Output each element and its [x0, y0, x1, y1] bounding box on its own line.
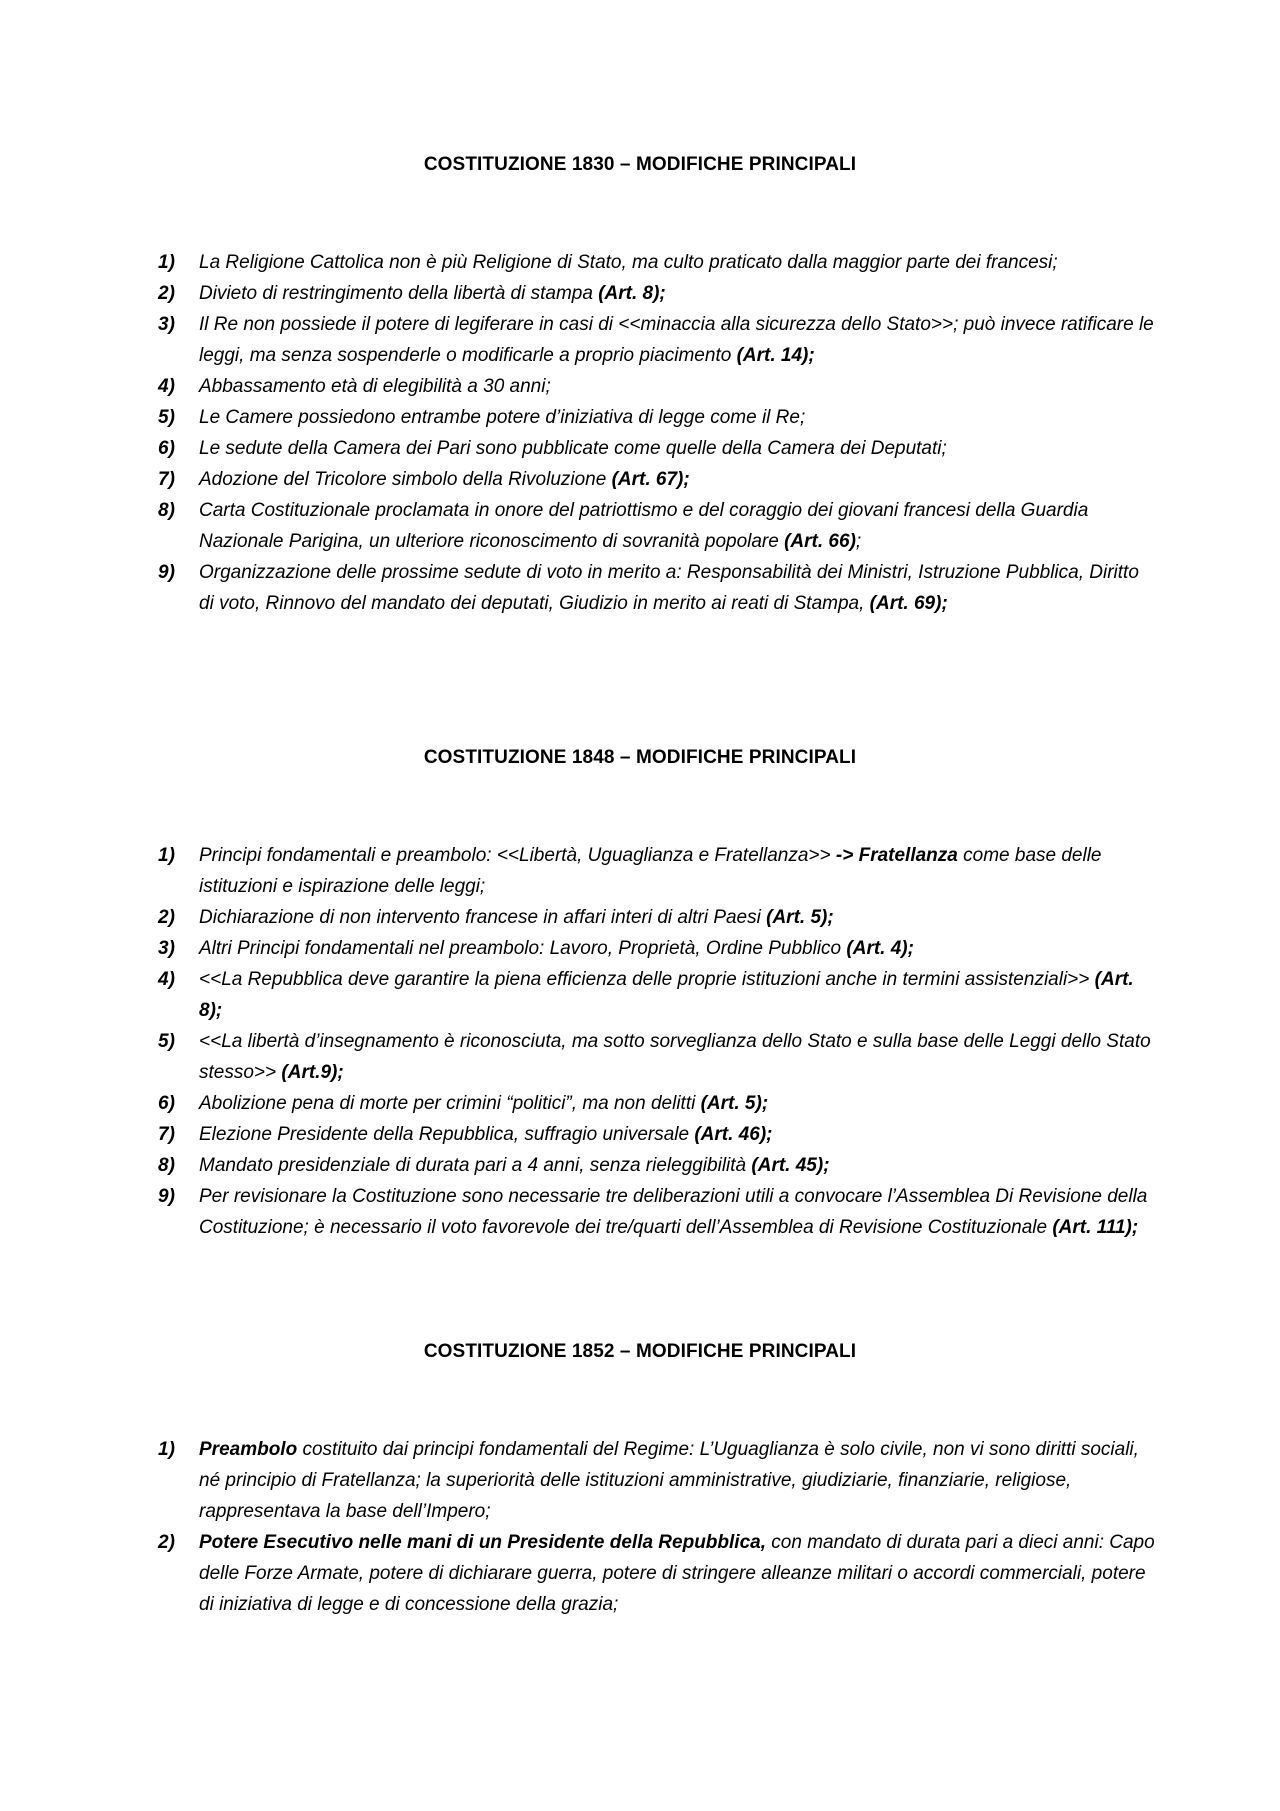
item-seg: Organizzazione delle prossime sedute di voto in merito a: Responsabilità dei Ministri, Istruzione Pubblica, Diritto di voto, Rinnovo del mandato dei deputati, Giudizio in merito ai reati di Stampa,: [199, 562, 1139, 614]
list-item: [158, 964, 1158, 1026]
item-seg: Adozione del Tricolore simbolo della Rivoluzione: [199, 469, 612, 490]
list-item: [158, 1119, 1158, 1150]
item-number: 4): [158, 969, 175, 990]
item-number: 1): [158, 845, 175, 866]
list-item: [158, 495, 1158, 557]
item-seg: Per revisionare la Costituzione sono necessarie tre deliberazioni utili a convocare l’Assemblea Di Revisione della Costituzione; è necessario il voto favorevole dei tre/quarti dell’Assemblea di Revisione Costituzionale: [199, 1186, 1148, 1238]
item-number: 9): [158, 562, 175, 583]
item-seg: Le Camere possiedono entrambe potere d’iniziativa di legge come il Re;: [199, 407, 806, 428]
item-article-ref: (Art. 46);: [694, 1124, 773, 1145]
item-number: 2): [158, 1532, 175, 1553]
list-item: [158, 464, 1158, 495]
list-item: [158, 1434, 1158, 1527]
item-number: 6): [158, 1093, 175, 1114]
section-title: COSTITUZIONE 1852 – MODIFICHE PRINCIPALI: [423, 1341, 857, 1362]
list-item: [158, 1527, 1158, 1620]
list-item: [158, 1088, 1158, 1119]
list-item: [158, 1150, 1158, 1181]
item-seg: Carta Costituzionale proclamata in onore del patriottismo e del coraggio dei giovani francesi della Guardia Nazionale Parigina, un ulteriore riconoscimento di sovranità popolare: [199, 500, 1089, 552]
item-seg: Abolizione pena di morte per crimini “politici”, ma non delitti: [199, 1093, 701, 1114]
item-list-1852: [158, 1434, 1158, 1620]
item-seg: Dichiarazione di non intervento francese in affari interi di altri Paesi: [199, 907, 767, 928]
list-item: [158, 1181, 1158, 1243]
section-title: COSTITUZIONE 1830 – MODIFICHE PRINCIPALI: [423, 154, 857, 175]
item-number: 4): [158, 376, 175, 397]
item-number: 3): [158, 314, 175, 335]
item-number: 1): [158, 252, 175, 273]
list-item: [158, 278, 1158, 309]
item-article-ref: (Art. 45);: [751, 1155, 830, 1176]
item-seg: come base delle istituzioni e ispirazione delle leggi;: [199, 845, 1102, 897]
item-list-1830: [158, 247, 1158, 619]
item-seg: Divieto di restringimento della libertà di stampa: [199, 283, 599, 304]
item-bold-seg: Potere Esecutivo nelle mani di un Presidente della Repubblica,: [199, 1532, 766, 1553]
section-1830: [0, 153, 1280, 177]
item-seg: Altri Principi fondamentali nel preambolo: Lavoro, Proprietà, Ordine Pubblico: [199, 938, 847, 959]
list-item: [158, 309, 1158, 371]
item-seg: con mandato di durata pari a dieci anni: Capo delle Forze Armate, potere di dichiarare guerra, potere di stringere alleanze militari o accordi commerciali, potere di iniziativa di legge e di concessione della grazia;: [199, 1532, 1155, 1615]
item-number: 2): [158, 907, 175, 928]
item-seg: ;: [855, 531, 862, 552]
list-item: [158, 433, 1158, 464]
list-item: [158, 402, 1158, 433]
item-seg: Il Re non possiede il potere di legiferare in casi di <<minaccia alla sicurezza dello Stato>>; può invece ratificare le leggi, ma senza sospenderle o modificarle a proprio piacimento: [199, 314, 1154, 366]
item-seg: <<La Repubblica deve garantire la piena efficienza delle proprie istituzioni anche in termini assistenziali>>: [199, 969, 1095, 990]
item-number: 2): [158, 283, 175, 304]
item-number: 1): [158, 1439, 175, 1460]
list-item: [158, 371, 1158, 402]
item-number: 3): [158, 938, 175, 959]
list-item: [158, 1026, 1158, 1088]
item-seg: Abbassamento età di elegibilità a 30 anni;: [199, 376, 551, 397]
item-article-ref: (Art. 66): [784, 531, 856, 552]
item-article-ref: (Art. 111);: [1052, 1217, 1139, 1238]
item-article-ref: (Art. 67);: [611, 469, 690, 490]
list-item: [158, 933, 1158, 964]
item-seg: La Religione Cattolica non è più Religione di Stato, ma culto praticato dalla maggior parte dei francesi;: [199, 252, 1058, 273]
item-article-ref: (Art. 8);: [199, 969, 1134, 1021]
item-bold-seg: -> Fratellanza: [835, 845, 958, 866]
item-seg: Mandato presidenziale di durata pari a 4 anni, senza rieleggibilità: [199, 1155, 752, 1176]
item-article-ref: (Art. 4);: [846, 938, 914, 959]
item-article-ref: (Art. 5);: [766, 907, 834, 928]
item-article-ref: (Art.9);: [281, 1062, 344, 1083]
list-item: [158, 247, 1158, 278]
item-number: 8): [158, 1155, 175, 1176]
list-item: [158, 840, 1158, 902]
item-number: 5): [158, 1031, 175, 1052]
item-number: 9): [158, 1186, 175, 1207]
item-seg: Le sedute della Camera dei Pari sono pubblicate come quelle della Camera dei Deputati;: [199, 438, 947, 459]
section-title: COSTITUZIONE 1848 – MODIFICHE PRINCIPALI: [423, 747, 857, 768]
item-seg: <<La libertà d’insegnamento è riconosciuta, ma sotto sorveglianza dello Stato e sulla base delle Leggi dello Stato stesso>>: [199, 1031, 1151, 1083]
item-number: 7): [158, 1124, 175, 1145]
section-1852: [0, 1340, 1280, 1364]
item-list-1848: [158, 840, 1158, 1243]
item-number: 8): [158, 500, 175, 521]
item-seg: costituito dai principi fondamentali del Regime: L’Uguaglianza è solo civile, non vi sono diritti sociali, né principio di Fratellanza; la superiorità delle istituzioni amministrative, giudiziarie, finanziarie, religiose, rappresentava la base dell’Impero;: [199, 1439, 1139, 1522]
item-number: 5): [158, 407, 175, 428]
item-article-ref: (Art. 8);: [598, 283, 666, 304]
item-bold-seg: Preambolo: [199, 1439, 298, 1460]
item-article-ref: (Art. 69);: [869, 593, 948, 614]
item-seg: Elezione Presidente della Repubblica, suffragio universale: [199, 1124, 695, 1145]
item-seg: Principi fondamentali e preambolo: <<Libertà, Uguaglianza e Fratellanza>>: [199, 845, 836, 866]
list-item: [158, 902, 1158, 933]
item-article-ref: (Art. 5);: [700, 1093, 769, 1114]
item-number: 7): [158, 469, 175, 490]
item-number: 6): [158, 438, 175, 459]
section-1848: [0, 746, 1280, 770]
item-article-ref: (Art. 14);: [736, 345, 815, 366]
list-item: [158, 557, 1158, 619]
